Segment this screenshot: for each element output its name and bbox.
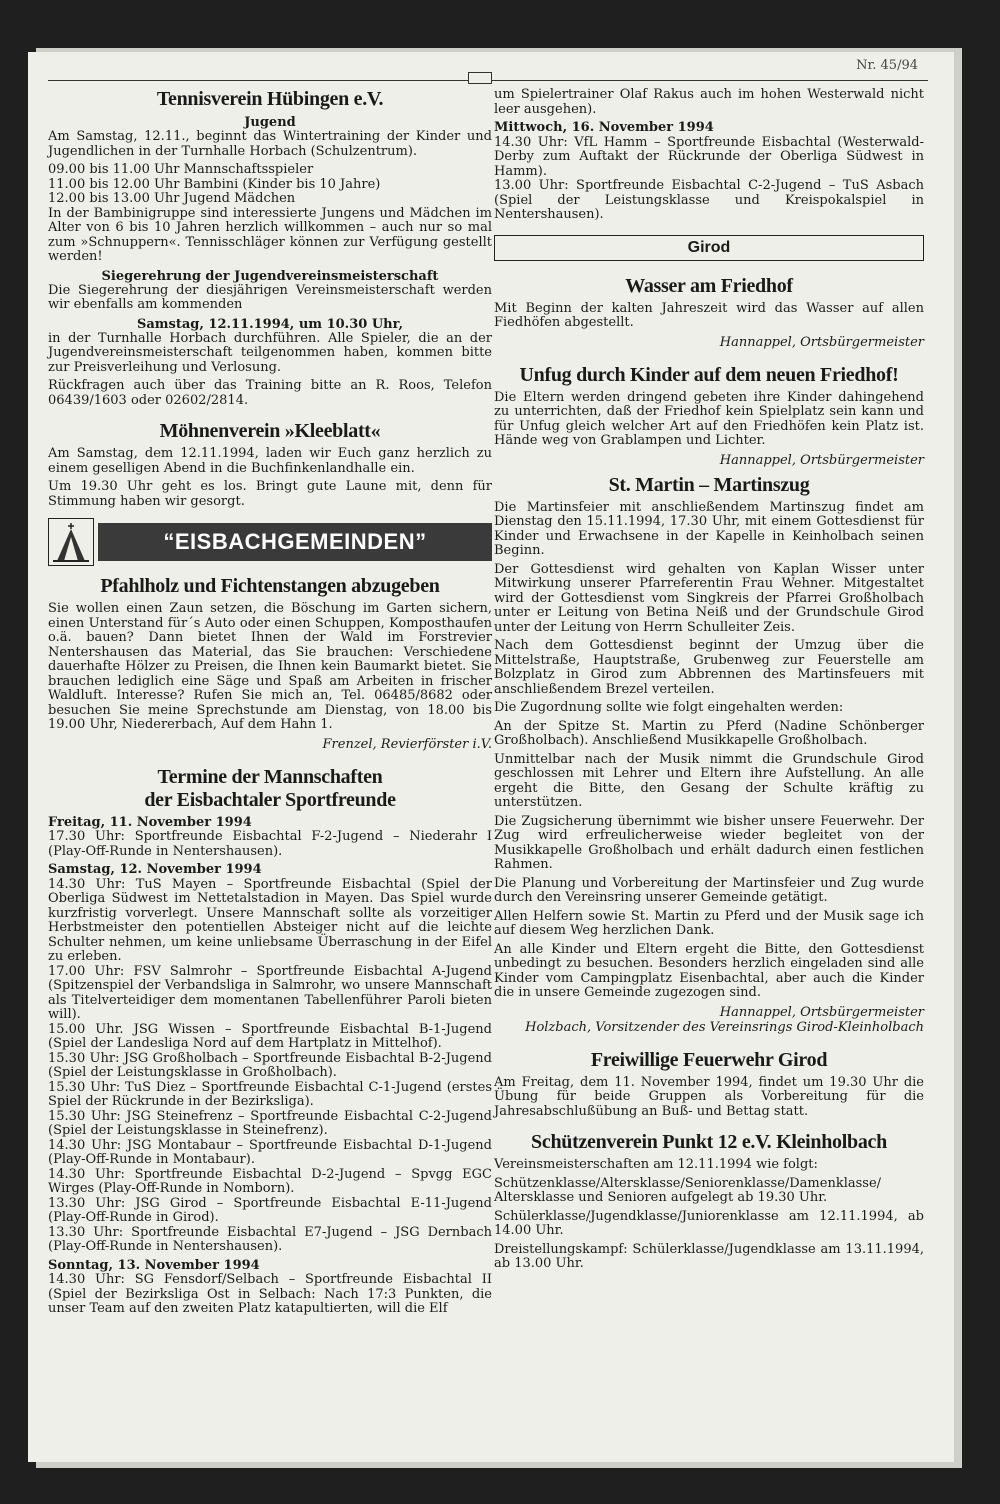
- tennis-sub-jugend: Jugend: [244, 115, 296, 130]
- termine-saturday-8: 14.30 Uhr: Sportfreunde Eisbachtal D-2-Jugend – Spvgg EGC Wirges (Play-Off-Runde in Nomborn).: [48, 1166, 492, 1196]
- feuerwehr-title: Freiwillige Feuerwehr Girod: [590, 1048, 828, 1071]
- martin-p4: Die Zugordnung sollte wie folgt eingehalten werden:: [494, 700, 844, 715]
- left-column: [48, 88, 492, 1321]
- tennis-title: Tennisverein Hübingen e.V.: [156, 88, 384, 110]
- termine-friday-1: 17.30 Uhr: Sportfreunde Eisbachtal F-2-Jugend – Niederahr I (Play-Off-Runde in Nentershausen).: [48, 829, 492, 859]
- martin-p9: Allen Helfern sowie St. Martin zu Pferd und der Musik sage ich auf diesem Weg herzlichen Dank.: [494, 908, 924, 938]
- unfug-signature: Hannappel, Ortsbürgermeister: [719, 452, 924, 468]
- termine-saturday-4: 15.30 Uhr: JSG Großholbach – Sportfreunde Eisbachtal B-2-Jugend (Spiel der Leistungsklasse in Großholbach).: [48, 1050, 492, 1080]
- schuetzen-title: Schützenverein Punkt 12 e.V. Kleinholbach: [531, 1131, 887, 1153]
- tennis-p1: Am Samstag, 12.11., beginnt das Wintertraining der Kinder und Jugendlichen in der Turnhalle Horbach (Schulzentrum).: [48, 129, 492, 159]
- termine-saturday-6: 15.30 Uhr: JSG Steinefrenz – Sportfreunde Eisbachtal C-2-Jugend (Spiel der Leistungsklasse in Steinefrenz).: [48, 1108, 492, 1138]
- martin-signature-2: Holzbach, Vorsitzender des Vereinsrings Girod-Kleinholbach: [525, 1019, 924, 1035]
- tennis-p4: in der Turnhalle Horbach durchführen. Alle Spieler, die an der Jugendvereinsmeisterschaft teilgenommen haben, kommen bitte zur Preisverleihung und Verlosung.: [48, 330, 492, 375]
- termine-saturday-9: 13.30 Uhr: JSG Girod – Sportfreunde Eisbachtal E-11-Jugend (Play-Off-Runde in Girod).: [48, 1195, 492, 1225]
- martin-p8: Die Planung und Vorbereitung der Martinsfeier und Zug wurde durch den Vereinsring unserer Gemeinde getätigt.: [494, 875, 924, 905]
- termine-saturday-10: 13.30 Uhr: Sportfreunde Eisbachtal E7-Jugend – JSG Dernbach (Play-Off-Runde in Nentershausen).: [48, 1224, 492, 1254]
- schuetzen-p4: Dreistellungskampf: Schülerklasse/Jugendklasse am 13.11.1994, ab 13.00 Uhr.: [494, 1241, 924, 1271]
- wasser-p1: Mit Beginn der kalten Jahreszeit wird das Wasser auf allen Fiedhöfen abgestellt.: [494, 300, 924, 330]
- termine-title-1: Termine der Mannschaften: [157, 765, 383, 788]
- tennis-schedule-2: 11.00 bis 12.00 Uhr Bambini (Kinder bis 10 Jahre): [48, 176, 381, 192]
- termine-wednesday-2: 13.00 Uhr: Sportfreunde Eisbachtal C-2-Jugend – TuS Asbach (Spiel der Leistungsklasse und Kreispokalspiel in Nentershausen).: [494, 178, 924, 222]
- banner-text: “EISBACHGEMEINDEN”: [163, 529, 427, 554]
- feuerwehr-p1: Am Freitag, dem 11. November 1994, findet um 19.30 Uhr die Übung für beide Gruppen als Vorbereitung für die Jahresabschlußübung an Buß- und Bettag statt.: [494, 1074, 924, 1119]
- eisbachgemeinden-banner: [48, 519, 492, 565]
- girod-section-header: Girod: [494, 235, 924, 261]
- tennis-schedule-1: 09.00 bis 11.00 Uhr Mannschaftsspieler: [48, 162, 314, 177]
- wasser-article: [494, 275, 924, 350]
- wasser-title: Wasser am Friedhof: [625, 274, 793, 297]
- unfug-title: Unfug durch Kinder auf dem neuen Friedhof!: [519, 363, 899, 386]
- termine-title-2: der Eisbachtaler Sportfreunde: [144, 788, 396, 811]
- martin-p2: Der Gottesdienst wird gehalten von Kaplan Wisser unter Mitwirkung unserer Pfarreferentin Frau Wehner. Mitgestaltet wird der Gottesdienst vom Singkreis der Pfarrei Großholbach unter er Leitung von Betina Neiß und der Grundschule Girod unter der Leitung von Herrn Schulleiter Zeis.: [494, 561, 924, 635]
- unfug-article: [494, 364, 924, 468]
- martin-p1: Die Martinsfeier mit anschließendem Martinszug findet am Dienstag den 15.11.1994, 17.30 Uhr, mit einem Gottesdienst für Kinder und Erwachsene in der Kapelle in Keinholbach seinen Beginn.: [494, 499, 924, 558]
- pfahlholz-signature: Frenzel, Revierförster i.V.: [322, 736, 492, 752]
- pfahlholz-title: Pfahlholz und Fichtenstangen abzugeben: [100, 575, 440, 597]
- moehnen-article: [48, 420, 492, 509]
- tennis-p5: Rückfragen auch über das Training bitte an R. Roos, Telefon 06439/1603 oder 02602/2814.: [48, 378, 492, 408]
- termine-saturday-7: 14.30 Uhr: JSG Montabaur – Sportfreunde Eisbachtal D-1-Jugend (Play-Off-Runde in Montabaur).: [48, 1137, 492, 1167]
- wasser-signature: Hannappel, Ortsbürgermeister: [719, 334, 924, 350]
- martin-p6: Unmittelbar nach der Musik nimmt die Grundschule Girod geschlossen mit Lehrer und Eltern ihre Aufstellung. An alle ergeht die Bitte, den Gesang der Schulte kräftig zu unterstützen.: [494, 751, 924, 810]
- tennis-article: [48, 88, 492, 408]
- termine-sunday-1: 14.30 Uhr: SG Fensdorf/Selbach – Sportfreunde Eisbachtal II (Spiel der Bezirksliga Ost in Selbach: Nach 17:3 Punkten, die unser Team auf den zweiten Platz katapultierten, will die Elf: [48, 1272, 492, 1316]
- termine-continued: um Spielertrainer Olaf Rakus auch im hohen Westerwald nicht leer ausgehen).: [494, 87, 924, 117]
- termine-day-wednesday: Mittwoch, 16. November 1994: [494, 120, 714, 135]
- tennis-p2: In der Bambinigruppe sind interessierte Jungens und Mädchen im Alter von 6 bis 10 Jahren herzlich willkommen – auch nur so mal zum »Schnuppern«. Tennisschläger können zur Verfügung gestellt werden!: [48, 205, 492, 264]
- church-logo-icon: [48, 518, 94, 566]
- martin-p3: Nach dem Gottesdienst beginnt der Umzug über die Mittelstraße, Hauptstraße, Grubenweg zur Feuerstelle am Bolzplatz in Girod zum Abbrennen des Martinsfeuers mit anschließendem Brezel verteilen.: [494, 638, 924, 697]
- tennis-sub-siegerehrung: Siegerehrung der Jugendvereinsmeisterschaft: [101, 268, 439, 284]
- schuetzen-p1: Vereinsmeisterschaften am 12.11.1994 wie folgt:: [494, 1157, 818, 1172]
- tennis-schedule-3: 12.00 bis 13.00 Uhr Jugend Mädchen: [48, 191, 296, 206]
- schuetzen-p2: Schützenklasse/Altersklasse/Seniorenklasse/Damenklasse/ Altersklasse und Senioren aufgelegt ab 19.30 Uhr.: [494, 1175, 882, 1205]
- termine-day-sunday: Sonntag, 13. November 1994: [48, 1257, 260, 1273]
- termine-saturday-3: 15.00 Uhr. JSG Wissen – Sportfreunde Eisbachtal B-1-Jugend (Spiel der Landesliga Nord auf dem Hartplatz in Mittelhof).: [48, 1021, 492, 1051]
- tennis-p3: Die Siegerehrung der diesjährigen Vereinsmeisterschaft werden wir ebenfalls am kommenden: [48, 282, 492, 312]
- moehnen-p2: Um 19.30 Uhr geht es los. Bringt gute Laune mit, denn für Stimmung haben wir gesorgt.: [48, 479, 492, 509]
- pfahlholz-article: [48, 575, 492, 752]
- termine-article: [48, 766, 492, 1317]
- newspaper-page: [28, 52, 954, 1462]
- banner-bar: [98, 523, 492, 561]
- martin-p7: Die Zugsicherung übernimmt wie bisher unsere Feuerwehr. Der Zug wird erfreulicherweise wieder begleitet von der Musikkapelle Großholbach und erhält dadurch einen festlichen Rahmen.: [494, 813, 924, 872]
- termine-saturday-5: 15.30 Uhr: TuS Diez – Sportfreunde Eisbachtal C-1-Jugend (erstes Spiel der Rückrunde in der Bezirksliga).: [48, 1079, 492, 1109]
- pfahlholz-p1: Sie wollen einen Zaun setzen, die Böschung im Garten sichern, einen Unterstand für´s Auto oder einen Schuppen, Komposthaufen o.ä. bauen? Dann bietet Ihnen der Wald im Forstrevier Nentershausen das Material, das Sie brauchen: Verschiedene dauerhafte Hölzer zu Preisen, die Ihnen kein Baumarkt bietet. Sie brauchen lediglich eine Säge und Spaß am Arbeiten in frischer Waldluft. Interesse? Rufen Sie mich an, Tel. 06485/8682 oder besuchen Sie meine Sprechstunde am Dienstag, von 18.00 bis 19.00 Uhr, Niedererbach, Auf dem Hahn 1.: [48, 601, 492, 732]
- moehnen-p1: Am Samstag, dem 12.11.1994, laden wir Euch ganz herzlich zu einem geselligen Abend in die Buchfinkenlandhalle ein.: [48, 446, 492, 476]
- schuetzen-article: [494, 1131, 924, 1272]
- right-column: [494, 88, 924, 1276]
- termine-wednesday-1: 14.30 Uhr: VfL Hamm – Sportfreunde Eisbachtal (Westerwald-Derby zum Auftakt der Rückrunde der Oberliga Südwest in Hamm).: [494, 134, 924, 179]
- page-number: Nr. 45/94: [856, 58, 918, 73]
- feuerwehr-article: [494, 1049, 924, 1120]
- martin-title: St. Martin – Martinszug: [608, 473, 810, 496]
- termine-saturday-2: 17.00 Uhr: FSV Salmrohr – Sportfreunde Eisbachtal A-Jugend (Spitzenspiel der Verbandsliga in Salmrohr, wo unsere Mannschaft als Titelverteidiger dem momentanen Tabellenführer Paroli bieten will).: [48, 963, 492, 1022]
- martin-p10: An alle Kinder und Eltern ergeht die Bitte, den Gottesdienst unbedingt zu besuchen. Besonders herzlich eingeladen sind alle Kinder vom Campingplatz Eisenbachtal, aber auch die Kinder die in unsere Gemeinde zugezogen sind.: [494, 941, 924, 1000]
- termine-saturday-1: 14.30 Uhr: TuS Mayen – Sportfreunde Eisbachtal (Spiel der Oberliga Südwest im Nettetalstadion in Mayen. Das Spiel wurde kurzfristig vorverlegt. Unsere Mannschaft sollte als vorzeitiger Herbstmeister den potentiellen Absteiger nicht auf die leichte Schulter nehmen, um keine unliebsame Überraschung in der Eifel zu erleben.: [48, 876, 492, 964]
- schuetzen-p3: Schülerklasse/Jugendklasse/Juniorenklasse am 12.11.1994, ab 14.00 Uhr.: [494, 1208, 924, 1238]
- martin-article: [494, 474, 924, 1035]
- unfug-p1: Die Eltern werden dringend gebeten ihre Kinder dahingehend zu unterrichten, daß der Friedhof kein Spielplatz sein kann und für Unfug gleich welcher Art auf den Friedhöfen kein Platz ist. Hände weg von Grablampen und Lichter.: [494, 389, 924, 448]
- moehnen-title: Möhnenverein »Kleeblatt«: [159, 420, 381, 442]
- tennis-date: Samstag, 12.11.1994, um 10.30 Uhr,: [136, 316, 404, 332]
- termine-day-saturday: Samstag, 12. November 1994: [48, 862, 262, 877]
- termine-day-friday: Freitag, 11. November 1994: [48, 814, 252, 830]
- top-rule-marker: [468, 72, 492, 84]
- martin-signature-1: Hannappel, Ortsbürgermeister: [719, 1004, 924, 1020]
- martin-p5: An der Spitze St. Martin zu Pferd (Nadine Schönberger Großholbach). Anschließend Musikkapelle Großholbach.: [494, 718, 924, 748]
